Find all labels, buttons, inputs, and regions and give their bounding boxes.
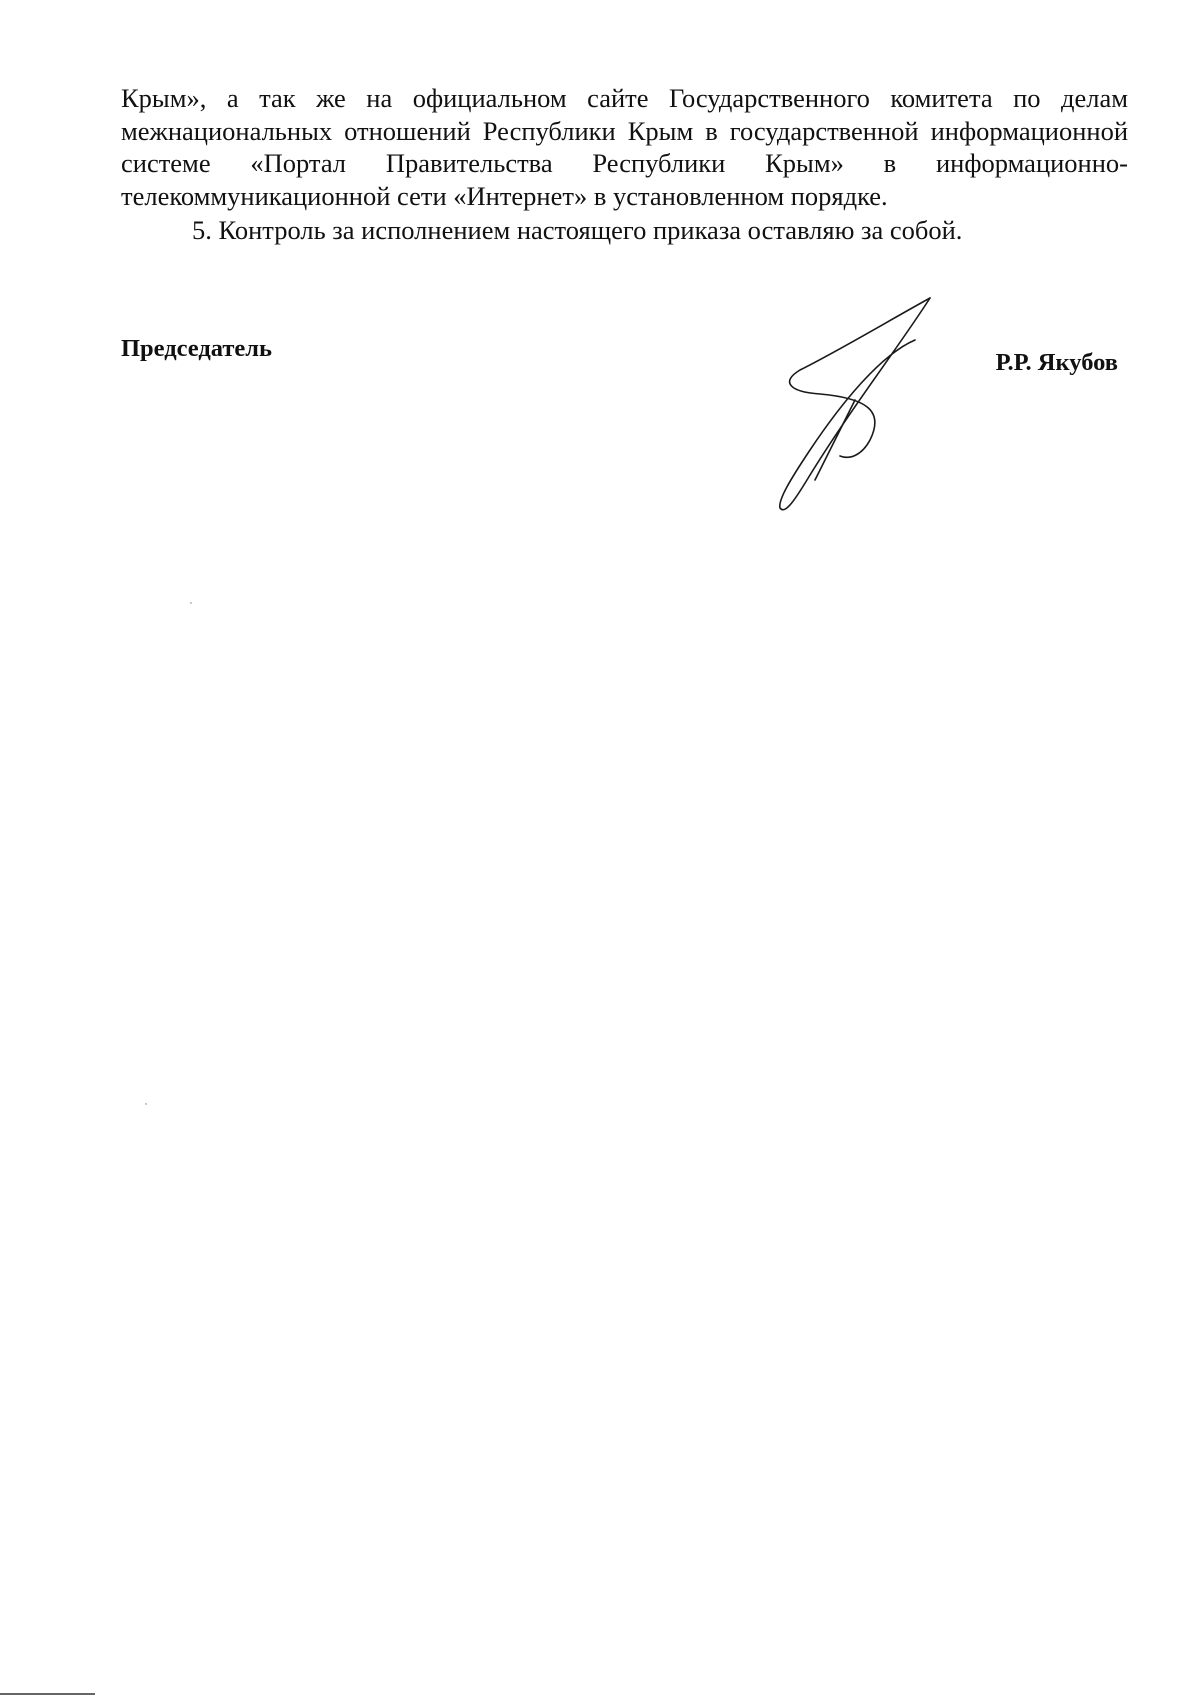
signatory-name: Р.Р. Якубов xyxy=(995,349,1118,376)
signatory-title: Председатель xyxy=(121,335,272,362)
paragraph-control: 5. Контроль за исполнением настоящего приказа оставляю за собой. xyxy=(192,215,963,245)
paragraph-publication: Крым», а так же на официальном сайте Государственного комитета по делам межнациональных отношений Республики Крым в государственной информационной системе «Портал Правительства Республики Крым» в информационно-телекоммуникационной сети «Интернет» в установленном порядке. xyxy=(121,83,1128,211)
